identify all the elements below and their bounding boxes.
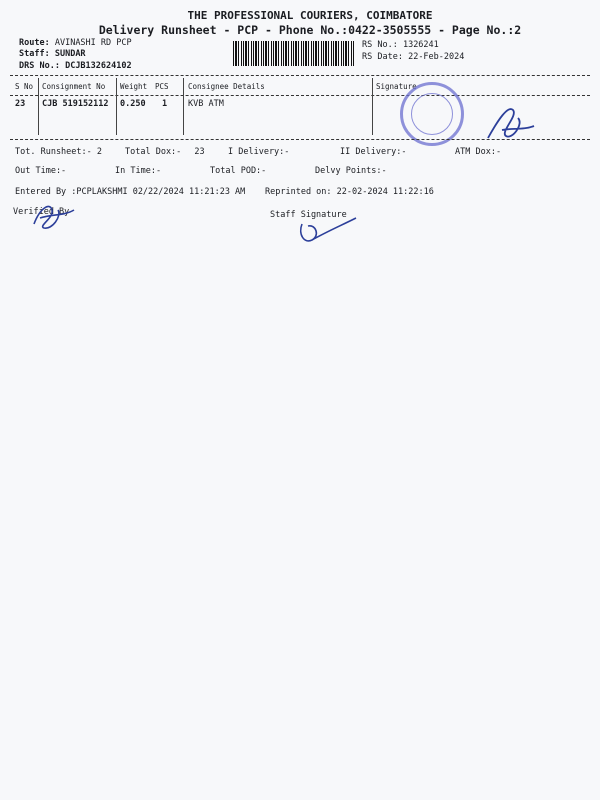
reprinted-on: Reprinted on: 22-02-2024 11:22:16 (265, 187, 434, 197)
col-header-weight: Weight (120, 82, 148, 91)
row-weight: 0.250 (120, 99, 146, 109)
runsheet-subtitle: Delivery Runsheet - PCP - Phone No.:0422-3505555 - Page No.:2 (98, 23, 522, 37)
col-header-consignment: Consignment No (42, 82, 106, 91)
delivery-points: Delvy Points:- (315, 166, 387, 176)
barcode (233, 41, 355, 66)
staff-line (19, 49, 86, 59)
verifier-signature (28, 198, 78, 234)
rs-no-value: 1326241 (402, 40, 439, 50)
col-header-signature: Signature (376, 82, 417, 91)
row-sno: 23 (15, 99, 26, 109)
drs-line (19, 61, 132, 71)
out-time: Out Time:- (15, 166, 67, 176)
courier-stamp (400, 82, 464, 146)
rs-date-label: RS Date: (362, 52, 403, 62)
col-header-pcs: PCS (155, 82, 169, 91)
i-delivery: I Delivery:- (228, 147, 290, 157)
col-separator (372, 78, 373, 135)
recipient-signature (478, 100, 538, 150)
divider-header (10, 95, 590, 96)
total-dox-label: Total Dox:- (125, 147, 182, 157)
drs-label: DRS No.: (19, 61, 60, 71)
col-separator (38, 78, 39, 135)
staff-signature (292, 214, 362, 254)
total-dox (125, 147, 205, 157)
rs-no-line (362, 40, 439, 50)
atm-dox: ATM Dox:- (455, 147, 502, 157)
staff-label: Staff: (19, 49, 50, 59)
row-consignee: KVB ATM (188, 99, 224, 109)
rs-no-label: RS No.: (362, 40, 398, 50)
total-runsheet: Tot. Runsheet:- 2 (15, 147, 102, 157)
row-consignment: CJB 519152112 (42, 99, 109, 109)
total-dox-value: 23 (194, 147, 205, 157)
staff-value: SUNDAR (54, 49, 86, 59)
route-line (19, 38, 132, 48)
drs-value: DCJB132624102 (65, 61, 132, 71)
col-header-sno: S No (15, 82, 34, 91)
rs-date-value: 22-Feb-2024 (408, 52, 465, 62)
verified-by: Verified By (13, 207, 70, 217)
entered-by: Entered By :PCPLAKSHMI 02/22/2024 11:21:23 AM (15, 187, 246, 197)
col-header-consignee: Consignee Details (188, 82, 265, 91)
company-title: THE PROFESSIONAL COURIERS, COIMBATORE (187, 9, 433, 22)
rs-date-line (362, 52, 464, 62)
ii-delivery: II Delivery:- (340, 147, 407, 157)
total-pod: Total POD:- (210, 166, 267, 176)
divider-top (10, 75, 590, 76)
route-value: AVINASHI RD PCP (54, 38, 132, 48)
staff-signature-label: Staff Signature (270, 210, 347, 220)
in-time: In Time:- (115, 166, 162, 176)
divider-bottom (10, 139, 590, 140)
col-separator (116, 78, 117, 135)
row-pcs: 1 (162, 99, 168, 109)
col-separator (183, 78, 184, 135)
route-label: Route: (19, 38, 50, 48)
